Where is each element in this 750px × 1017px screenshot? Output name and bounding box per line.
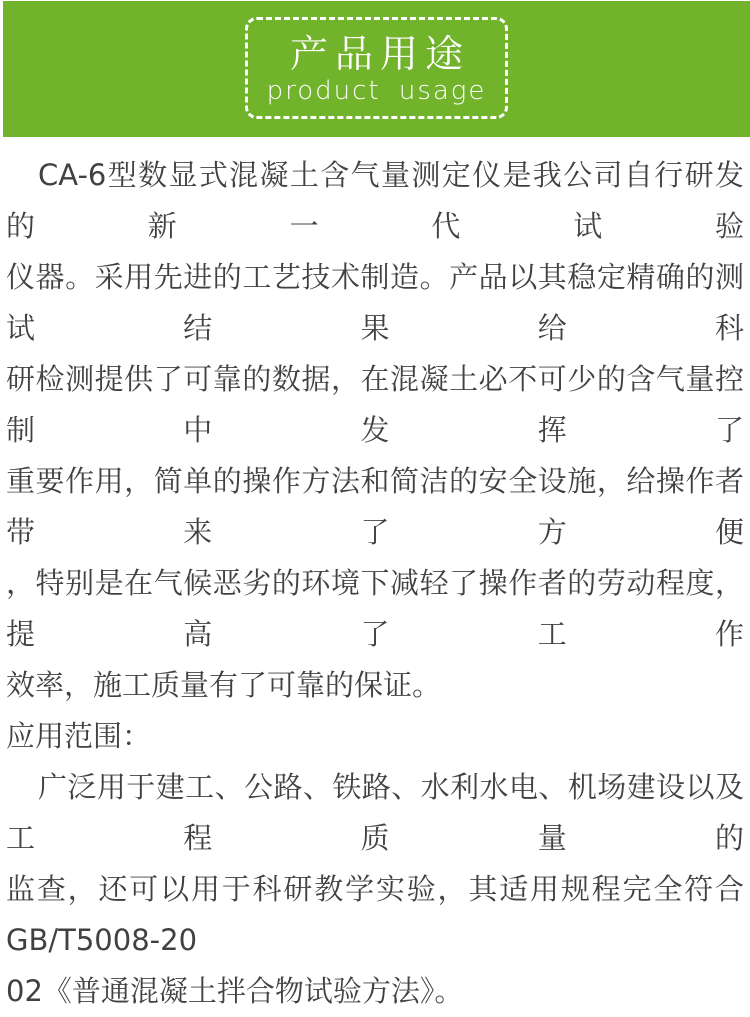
text-line: 应用范围： [6, 719, 152, 753]
text-line: 效率，施工质量有了可靠的保证。 [6, 668, 442, 702]
text-line: 02《普通混凝土拌合物试验方法》。 [6, 974, 464, 1008]
text-line: ，特别是在气候恶劣的环境下减轻了操作者的劳动程度，提高了工作 [6, 566, 744, 651]
section-banner [3, 1, 750, 137]
section-title-box [245, 17, 508, 119]
text-line: 重要作用，简单的操作方法和简洁的安全设施，给操作者带来了方便 [6, 464, 744, 549]
text-line: 监查，还可以用于科研教学实验，其适用规程完全符合GB/T5008-20 [6, 872, 744, 957]
text-line: 广泛用于建工、公路、铁路、水利水电、机场建设以及工程质量的 [6, 770, 744, 855]
text-line: CA-6型数显式混凝土含气量测定仪是我公司自行研发的新一代试验 [6, 158, 744, 243]
text-line: 仪器。采用先进的工艺技术制造。产品以其稳定精确的测试结果给科 [6, 260, 744, 345]
text-line: 研检测提供了可靠的数据，在混凝土必不可少的含气量控制中发挥了 [6, 362, 744, 447]
description-body [6, 150, 744, 1017]
section-subtitle: product usage [266, 76, 487, 106]
section-title: 产品用途 [289, 32, 470, 76]
